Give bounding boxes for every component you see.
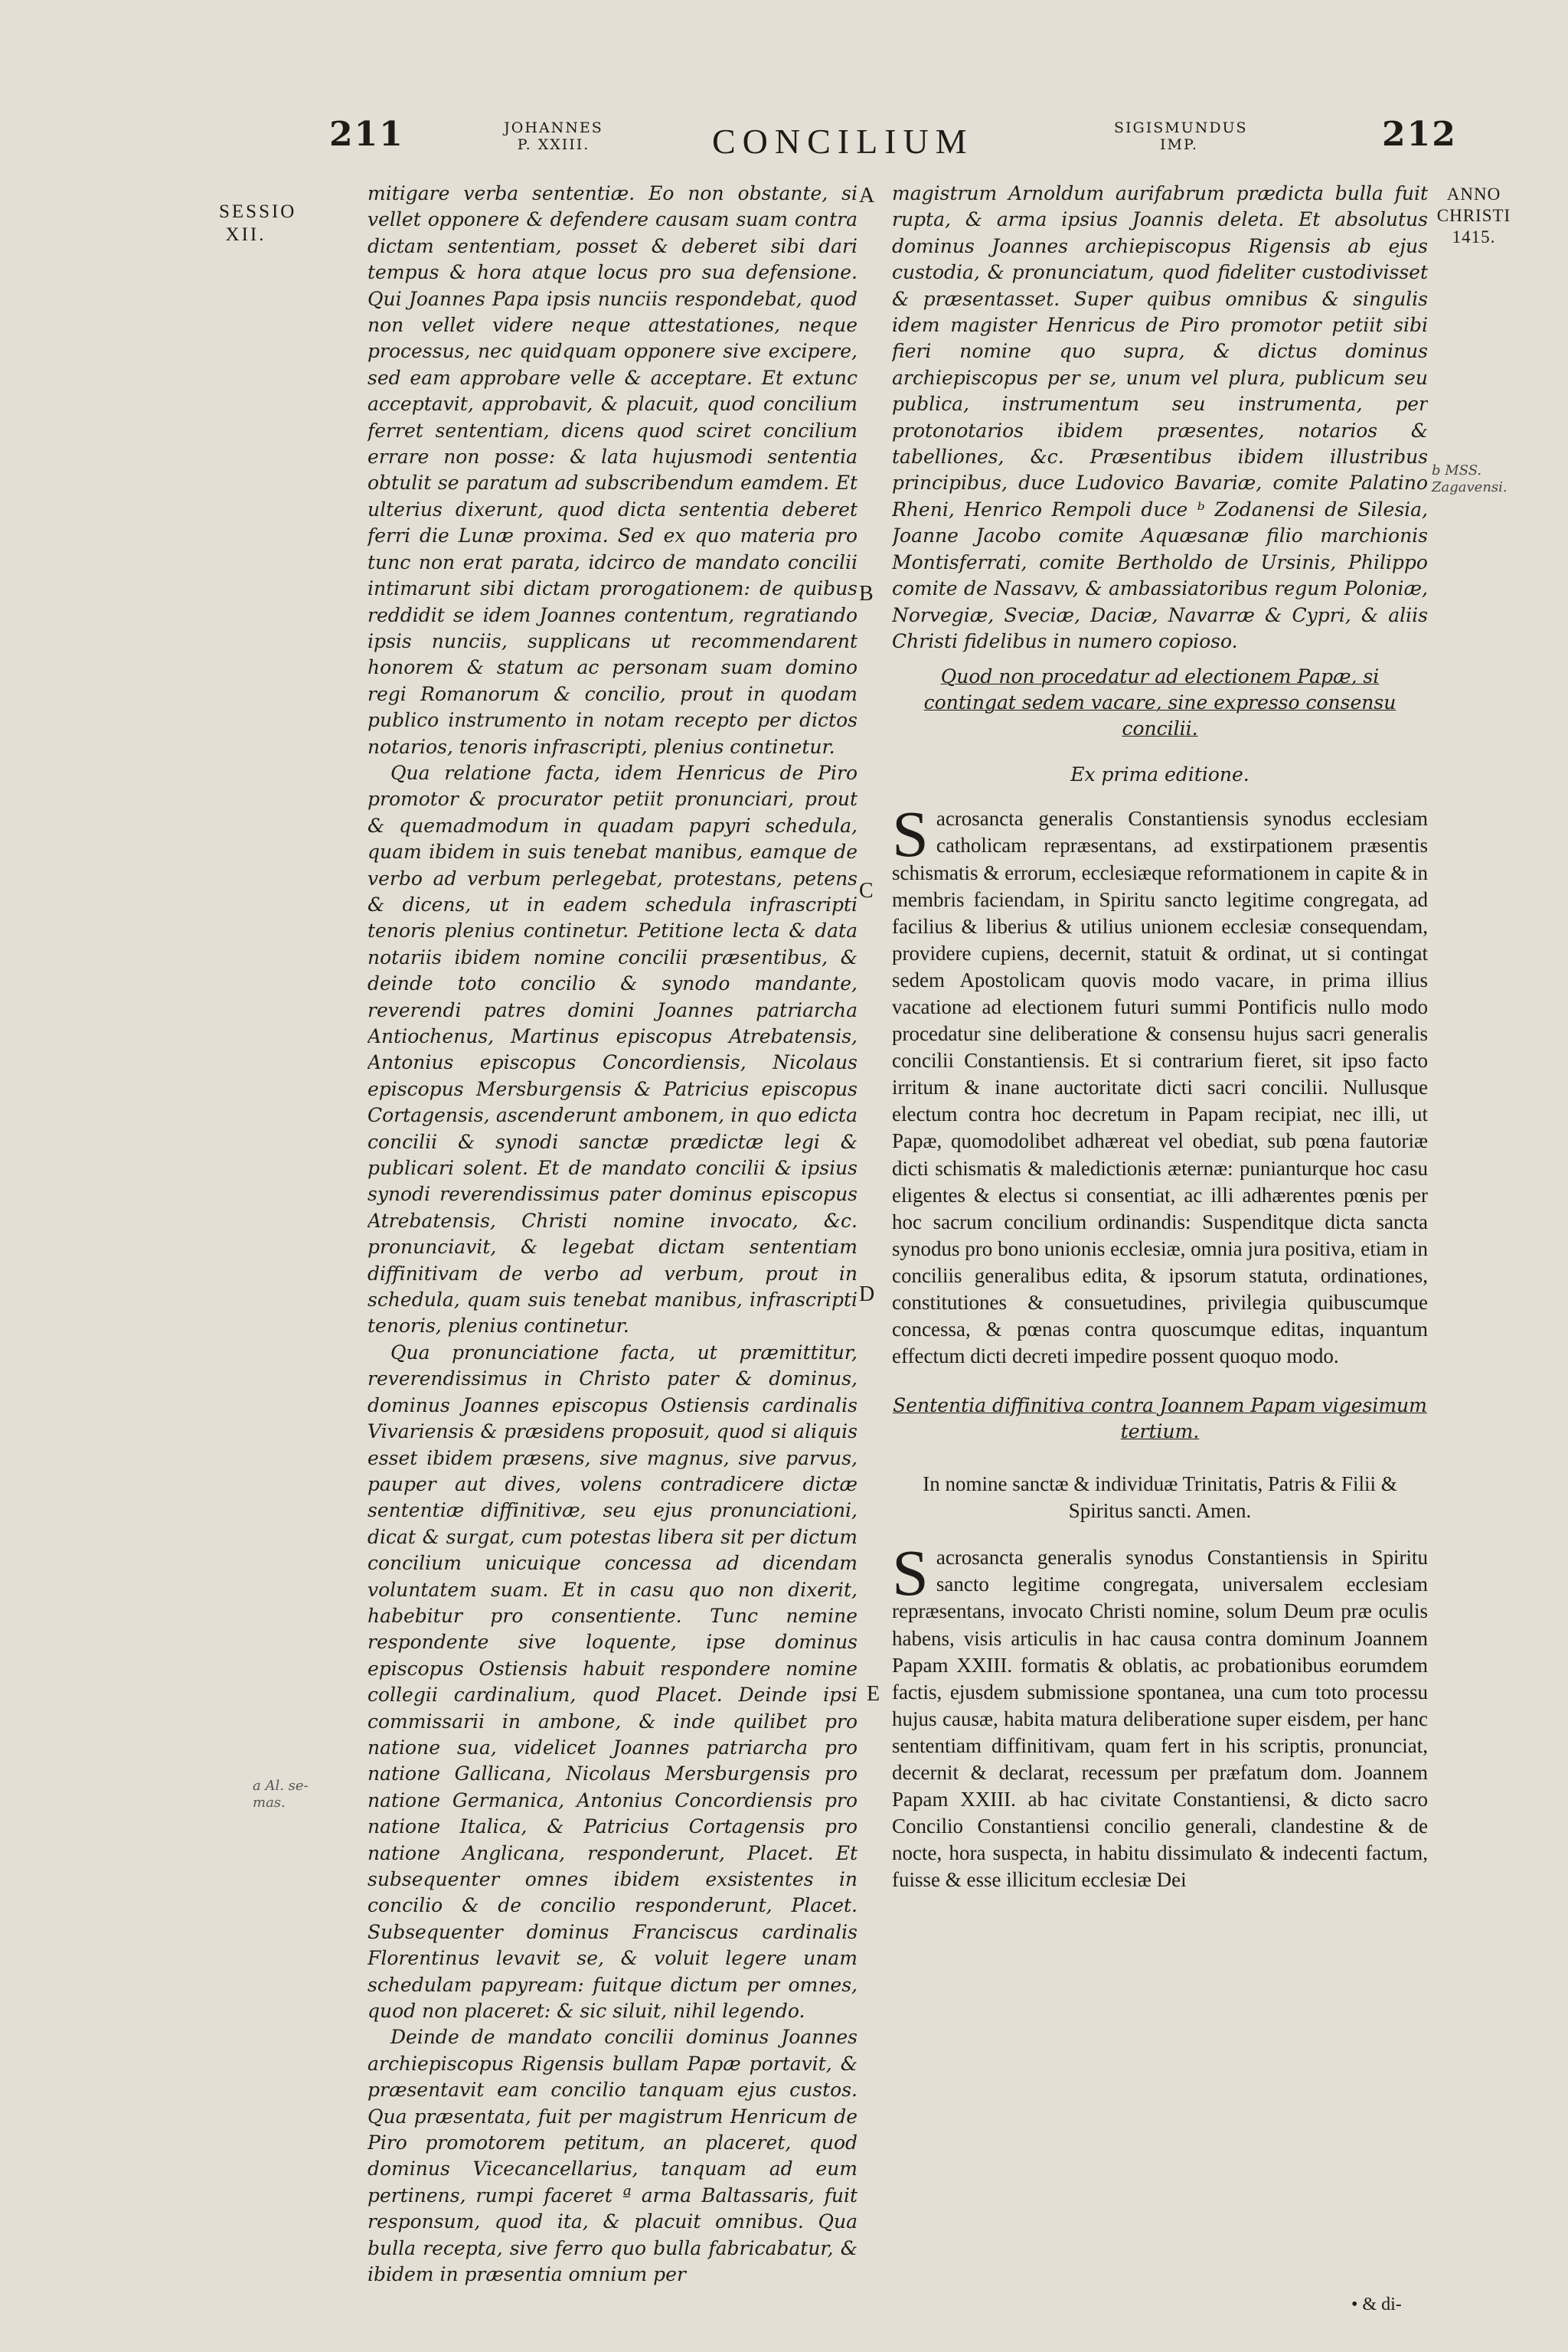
catchword: • & di- bbox=[1351, 2295, 1402, 2314]
left-paragraph: mitigare verba sententiæ. Eo non obstante, si vellet opponere & defendere causam suam contra dictam sententiam, posset & deberet sibi dari tempus & hora atque locus pro sua defensione. Qui Joannes Papa ipsis nunciis respondebat, quod non vellet videre neque attestationes, neque processus, nec quidquam opponere sive excipere, sed eam approbare velle & acceptare. Et extunc acceptavit, approbavit, & placuit, quod concilium ferret sententiam, dicens quod sciret concilium errare non posse: & lata hujusmodi sententia obtulit se paratum ad subscribendum eamdem. Et ulterius dixerunt, quod dicta sententia deberet ferri die Lunæ proxima. Sed ex quo materia pro tunc non erat parata, idcirco de mandato concilii intimarunt sibi dictam prorogationem: de quibus reddidit se idem Joannes contentum, regratiando ipsis nunciis, supplicans ut recommendarent honorem & statum ac personam suam domino regi Romanorum & concilio, prout in quodam publico instrumento in notam recepto per dictos notarios, tenoris infrascripti, plenius continetur. bbox=[368, 182, 858, 758]
edition-subheading: Ex prima editione. bbox=[1070, 763, 1250, 786]
running-head-left: JOHANNES P. XXIII. bbox=[504, 119, 603, 153]
section-letter-c: C bbox=[859, 879, 874, 903]
page-header bbox=[0, 115, 1568, 176]
decree-heading-2: Sententia diffinitiva contra Joannem Papam vigesimum tertium. bbox=[893, 1394, 1427, 1443]
left-paragraph: Qua relatione facta, idem Henricus de Piro promotor & procurator petiit pronunciari, prout & quemadmodum in quadam papyri schedula, quam ibidem in suis tenebat manibus, eamque de verbo ad verbum perlegebat, protestans, petens & dicens, ut in eadem schedula infrascripti tenoris plenius continetur. Petitione lecta & data notariis ibidem nomine concilii præsentibus, & deinde toto concilio & synodo mandante, reverendi patres domini Joannes patriarcha Antiochenus, Martinus episcopus Atrebatensis, Antonius episcopus Concordiensis, Nicolaus episcopus Mersburgensis & Patricius episcopus Cortagensis, ascenderunt ambonem, in quo edicta concilii & synodi sanctæ prædictæ legi & publicari solent. Et de mandato concilii & ipsius synodi reverendissimus pater dominus episcopus Atrebatensis, Christi nomine invocato, &c. pronunciavit, & legebat dictam sententiam diffinitivam de verbo ad verbum, prout in schedula, quam suis tenebat manibus, infrascripti tenoris, plenius continetur. bbox=[368, 761, 858, 1338]
page-number-left: 211 bbox=[329, 115, 404, 154]
left-text-column bbox=[368, 181, 858, 2294]
right-text-column bbox=[892, 181, 1428, 2301]
running-head-right: SIGISMUNDUS IMP. bbox=[1114, 119, 1248, 153]
section-letter-a: A bbox=[859, 184, 875, 207]
footnote-right: b MSS. Zagavensi. bbox=[1432, 462, 1508, 495]
section-letter-e: E bbox=[867, 1682, 880, 1706]
left-paragraph: Qua pronunciatione facta, ut præmittitur, reverendissimus in Christo pater & dominus, dominus Joannes episcopus Ostiensis cardinalis Vivariensis & præsidens proposuit, quod si aliquis esset ibidem præsens, sive magnus, sive parvus, pauper aut dives, volens contradicere dictæ sententiæ diffinitivæ, seu ejus pronunciationi, dicat & surgat, cum potestas libera sit per dictum concilium unicuique concessa ad dicendam voluntatem suam. Et in casu quo non dixerit, habebitur pro consentiente. Tunc nemine respondente sive loquente, ipse dominus episcopus Ostiensis habuit respondere nomine collegii cardinalium, quod Placet. Deinde ipsi commissarii in ambone, & inde quilibet pro natione sua, videlicet Joannes patriarcha pro natione Gallicana, Nicolaus Mersburgensis pro natione Germanica, Antonius Concordiensis pro natione Italica, & Patricius Cortagensis pro natione Anglicana, responderunt, Placet. Et subsequenter omnes ibidem exsistentes in concilio & de concilio responderunt, Placet. Subsequenter dominus Franciscus cardinalis Florentinus levavit se, & voluit legere unam schedulam papyream: fuitque dictum per omnes, quod non placeret: & sic siluit, nihil legendo. bbox=[368, 1341, 858, 2023]
running-title: CONCILIUM bbox=[712, 122, 974, 161]
footnote-left: a Al. se-mas. bbox=[253, 1778, 309, 1811]
decree-text-1: Sacrosancta generalis Constantiensis synodus ecclesiam catholicam repræsentans, ad exstirpationem præsentis schismatis & errorum, ecclesiæque reformationem in capite & in membris faciendam, in Spiritu sancto legitime congregata, ad facilius & liberius & utilius unionem ecclesiæ consequendam, providere cupiens, decernit, statuit & ordinat, ut si contingat sedem Apostolicam quovis modo vacare, in prima illius vacatione ad electionem futuri summi Pontificis nullo modo procedatur sine deliberatione & consensu hujus sacri generalis concilii Constantiensis. Et si contrarium fieret, sit ipso facto irritum & inane auctoritate dicti sacri concilii. Nullusque electum contra hoc decretum in Papam recipiat, nec illi, ut Papæ, quomodolibet adhæreat vel obediat, sub pœna fautoriæ dicti schismatis & maledictionis æternæ: punianturque hoc casu eligentes & electus si consentiat, ac illi adhærentes pœnis per hoc sacrum concilium ordinandis: Suspenditque dicta sancta synodus pro bono unionis ecclesiæ, omnia jura positiva, etiam in conciliis generalibus edita, & ipsorum statuta, ordinationes, constitutiones & consuetudines, privilegia quibuscumque concessa, & pœnas contra quoscumque editas, inquantum effectum dicti decreti impedire possent quoquo modo. bbox=[892, 797, 1428, 1368]
session-margin-note: SESSIO XII. bbox=[219, 201, 297, 245]
decree-text-2: Sacrosancta generalis synodus Constantiensis in Spiritu sancto legitime congregata, universalem ecclesiam repræsentans, invocato Christi nomine, solum Deum præ oculis habens, visis articulis in hac causa contra dominum Joannem Papam XXIII. formatis & oblatis, ac probationibus eorumdem factis, ejusdem submissione spontanea, una cum toto processu hujus causæ, habita matura deliberatione super eisdem, per hanc sententiam diffinitivam, quam fert in his scriptis, pronunciat, decernit & declarat, recessum per præfatum dom. Joannem Papam XXIII. ab hac civitate Constantiensi, & dicto sacro Concilio Constantiensi concilio generali, clandestine & de nocte, hora suspecta, in habitu dissimulato & indecenti factum, fuisse & esse illicitum ecclesiæ Dei bbox=[892, 1536, 1428, 1892]
section-letter-d: D bbox=[859, 1282, 875, 1306]
right-intro-paragraph: magistrum Arnoldum aurifabrum prædicta bulla fuit rupta, & arma ipsius Joannis deleta. Et absolutus dominus Joannes archiepiscopus Rigensis ab ejus custodia, & pronunciatum, quod fideliter custodivisset & præsentasset. Super quibus omnibus & singulis idem magister Henricus de Piro promotor petiit sibi fieri nomine quo supra, & dictus dominus archiepiscopus per se, unum vel plura, publicum seu publica, instrumentum seu instrumenta, per protonotarios ibidem præsentes, notarios & tabelliones, &c. Præsentibus ibidem illustribus principibus, duce Ludovico Bavariæ, comite Palatino Rheni, Henrico Rempoli duce ᵇ Zodanensi de Silesia, Joanne Jacobo comite Aquæsanæ filio marchionis Montisferrati, comite Bertholdo de Ursinis, Philippo comite de Nassavv, & ambassiatoribus regum Poloniæ, Norvegiæ, Sveciæ, Daciæ, Navarræ & Cypri, & aliis Christi fidelibus in numero copioso. bbox=[892, 182, 1428, 652]
invocation-line: In nomine sanctæ & individuæ Trinitatis, Patris & Filii & Spiritus sancti. Amen. bbox=[923, 1472, 1397, 1523]
anno-christi-margin-note: ANNO CHRISTI 1415. bbox=[1436, 185, 1511, 247]
decree-heading-1: Quod non procedatur ad electionem Papæ, si contingat sedem vacare, sine expresso consensu concilii. bbox=[923, 665, 1396, 740]
page-number-right: 212 bbox=[1382, 115, 1457, 154]
left-paragraph: Deinde de mandato concilii dominus Joannes archiepiscopus Rigensis bullam Papæ portavit, & præsentavit eam concilio tanquam ejus custos. Qua præsentata, fuit per magistrum Henricum de Piro promotorem petitum, an placeret, quod dominus Vicecancellarius, tanquam ad eum pertinens, rumpi faceret ª arma Baltassaris, fuit responsum, quod ita, & placuit omnibus. Qua bulla recepta, sive ferro quo bulla fabricabatur, & ibidem in præsentia omnium per bbox=[368, 2026, 858, 2286]
section-letter-b: B bbox=[859, 582, 874, 606]
